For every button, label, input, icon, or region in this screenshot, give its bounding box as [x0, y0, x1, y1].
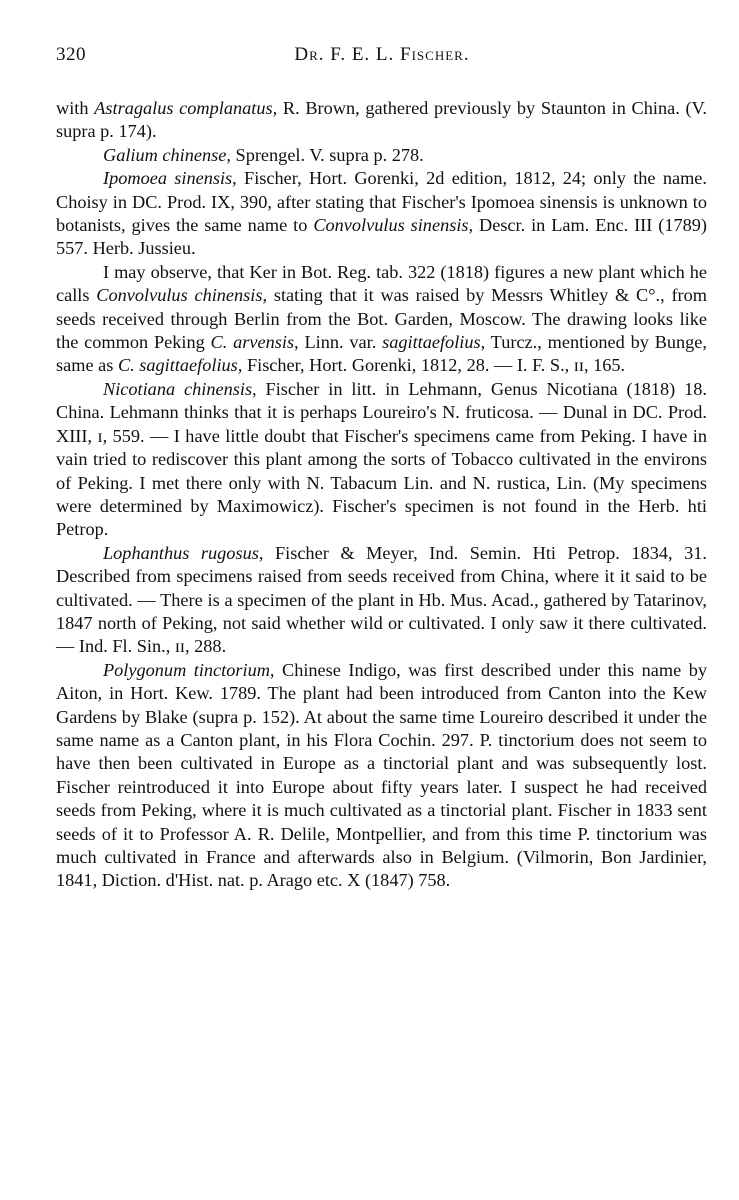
paragraph-p5	[56, 378, 707, 542]
text-run: stating that it was raised by Messrs Whitley & C°., from seeds received through Berlin from the Bot. Garden, Moscow. The drawing looks like the common Peking	[56, 285, 707, 353]
italic-term: sagittaefolius,	[382, 332, 486, 353]
italic-term: C. arvensis,	[210, 332, 299, 353]
text-run: Descr. in Lam. Enc. III (1789) 557. Herb. Jussieu.	[56, 215, 708, 259]
text-run: Fischer, Hort. Gorenki, 1812, 28. — I. F. S., ɪɪ, 165.	[242, 355, 626, 376]
italic-term: Lophanthus rugosus,	[103, 542, 264, 563]
paragraph-p7	[56, 659, 707, 893]
text-run: Fischer in litt. in Lehmann, Genus Nicotiana (1818) 18. China. Lehmann thinks that it is perhaps Loureiro's N. fruticosa. — Dunal in DC. Prod. XIII, ɪ, 559. — I have little doubt that Fischer's specimens came from Peking. I have in vain tried to rediscover this plant among the sorts of Tobacco cultivated in the environs of Peking. I met there only with N. Tabacum Lin. and N. rustica, Lin. (My specimens were determined by Maximowicz). Fischer's specimen is not found in the Herb. hti Petrop.	[56, 378, 707, 540]
text-run: I may observe, that Ker in Bot. Reg. tab. 322 (1818) figures a new plant which he calls	[56, 261, 707, 306]
italic-term: Convolvulus sinensis,	[313, 215, 474, 236]
running-head: Dr. F. E. L. Fischer.	[294, 44, 470, 65]
page-header	[56, 44, 708, 74]
paragraph-p3	[56, 167, 707, 261]
text-run: with	[56, 98, 95, 118]
text-run: Linn. var.	[298, 332, 383, 353]
italic-term: Polygonum tinctorium,	[103, 659, 275, 680]
text-run: R. Brown, gathered previously by Staunton in China. (V. supra p. 174).	[56, 98, 707, 142]
text-run: Turcz., mentioned by Bunge, same as	[56, 332, 707, 376]
italic-term: Nicotiana chinensis,	[103, 378, 257, 399]
text-run: Sprengel. V. supra p. 278.	[230, 144, 424, 165]
paragraph-p1	[56, 97, 707, 144]
paragraph-p4	[56, 261, 707, 378]
italic-term: C. sagittaefolius,	[117, 355, 243, 376]
italic-term: Convolvulus chinensis,	[96, 285, 268, 306]
page-number: 320	[56, 44, 86, 65]
text-run: Fischer, Hort. Gorenki, 2d edition, 1812, 24; only the name. Choisy in DC. Prod. IX, 390, after stating that Fischer's Ipomoea sinensis is unknown to botanists, gives the same name to	[56, 168, 707, 236]
italic-term: Ipomoea sinensis,	[103, 168, 237, 189]
text-run: Fischer & Meyer, Ind. Semin. Hti Petrop. 1834, 31. Described from specimens raised from seeds received from China, where it it said to be cultivated. — There is a specimen of the plant in Hb. Mus. Acad., gathered by Tatarinov, 1847 north of Peking, not said whether wild or cultivated. I only saw it there cultivated. — Ind. Fl. Sin., ɪɪ, 288.	[56, 542, 707, 657]
text-run: Chinese Indigo, was first described under this name by Aiton, in Hort. Kew. 1789. The plant had been introduced from Canton into the Kew Gardens by Blake (supra p. 152). At about the same time Loureiro described it under the same name as a Canton plant, in his Flora Cochin. 297. P. tinctorium does not seem to have then been cultivated in Europe as a tinctorial plant and was subsequently lost. Fischer reintroduced it into Europe about fifty years later. I suspect he had received seeds from Peking, where it is much cultivated as a tinctorial plant. Fischer in 1833 sent seeds of it to Professor A. R. Delile, Montpellier, and from this time P. tinctorium was much cultivated in France and afterwards also in Belgium. (Vilmorin, Bon Jardinier, 1841, Diction. d'Hist. nat. p. Arago etc. X (1847) 758.	[56, 659, 707, 891]
body-text	[56, 97, 708, 893]
italic-term: Astragalus complanatus,	[94, 98, 278, 118]
italic-term: Galium chinense,	[103, 144, 231, 165]
paragraph-p2	[56, 144, 707, 167]
paragraph-p6	[56, 542, 707, 659]
